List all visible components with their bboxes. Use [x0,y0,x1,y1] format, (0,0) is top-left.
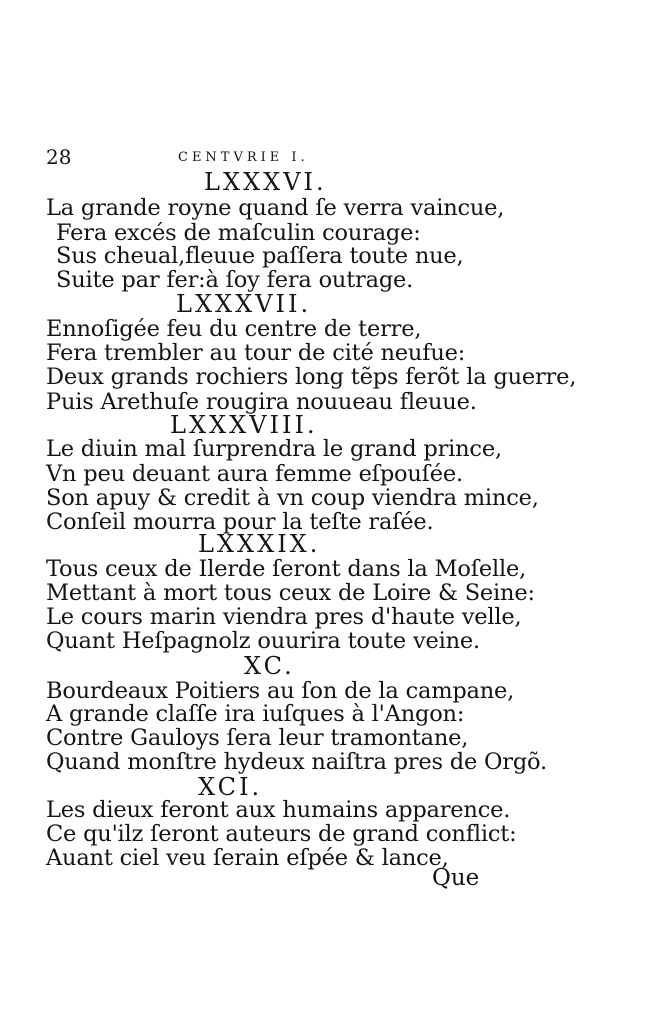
verse-line: Le cours marin viendra pres d'haute velle, [46,604,522,630]
verse-line: Ennoſigée feu du centre de terre, [46,316,422,342]
verse-line: Deux grands rochiers long tẽps ferõt la guerre, [46,364,577,390]
verse-line: La grande royne quand ſe verra vaincue, [46,195,505,221]
quatrain-number: LXXXVI. [204,168,327,196]
page-header [46,146,376,168]
verse-line: Conſeil mourra pour la teſte raſée. [46,509,434,535]
verse-line: Son apuy & credit à vn coup viendra mince, [46,485,539,511]
running-head: CENTVRIE I. [178,150,309,165]
verse-line: Ce qu'ilz ſeront auteurs de grand conflict: [46,821,517,847]
quatrain-number: XC. [244,652,295,680]
quatrain-number: XCI. [198,773,263,801]
verse-line: Puis Arethuſe rougira nouueau fleuue. [46,389,477,415]
verse-line: Bourdeaux Poitiers au ſon de la campane, [46,678,515,704]
verse-line: Contre Gauloys ſera leur tramontane, [46,725,469,751]
verse-line: Tous ceux de Ilerde ſeront dans la Moſelle, [46,556,527,582]
verse-line: Suite par fer:à ſoy fera outrage. [56,267,414,293]
verse-line: Mettant à mort tous ceux de Loire & Seine: [46,580,535,606]
verse-line: Vn peu deuant aura femme eſpouſée. [46,461,463,487]
verse-line: Le diuin mal ſurprendra le grand prince, [46,436,502,462]
page-number: 28 [46,145,72,169]
verse-line: Auant ciel veu ſerain eſpée & lance, [46,845,449,871]
quatrain-number: LXXXIX. [198,530,321,558]
verse-line: Quand monſtre hydeux naiſtra pres de Orgõ. [46,749,547,775]
catchword: Que [432,865,480,891]
verse-line: Fera trembler au tour de cité neufue: [46,340,466,366]
quatrain-number: LXXXVIII. [170,411,318,439]
verse-line: Sus cheual,fleuue paſſera toute nue, [56,243,464,269]
verse-line: A grande claſſe ira iuſques à l'Angon: [46,701,465,727]
quatrain-number: LXXXVII. [176,290,312,318]
verse-line: Quant Heſpagnolz ouurira toute veine. [46,628,480,654]
verse-line: Les dieux feront aux humains apparence. [46,797,511,823]
verse-line: Fera excés de maſculin courage: [56,220,421,246]
